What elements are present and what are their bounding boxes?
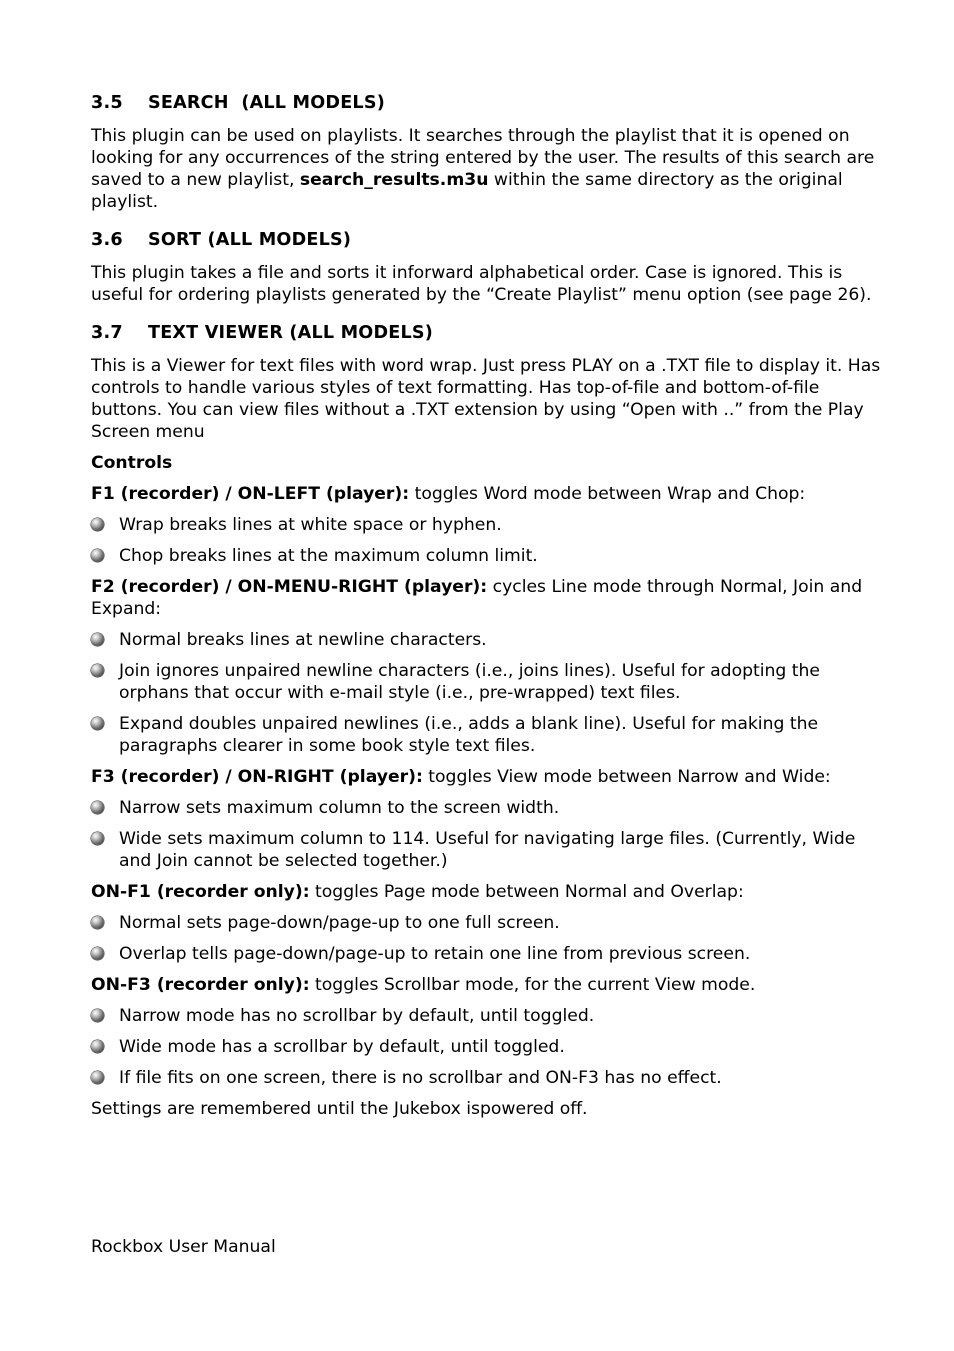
control-block — [91, 576, 881, 757]
control-key: F2 (recorder) / ON-MENU-RIGHT (player): — [91, 577, 488, 597]
list-item — [91, 797, 881, 819]
controls-heading — [91, 452, 881, 474]
list-item-text: Narrow mode has no scrollbar by default, until toggled. — [119, 1006, 595, 1026]
section-title: TEXT VIEWER (ALL MODELS) — [148, 323, 434, 343]
control-desc: toggles Word mode between Wrap and Chop: — [409, 484, 806, 504]
document-page — [91, 90, 881, 1129]
controls-heading-text: Controls — [91, 453, 173, 473]
control-key: ON-F3 (recorder only): — [91, 975, 310, 995]
list-item-text: Narrow sets maximum column to the screen width. — [119, 798, 560, 818]
bullet-list — [91, 912, 881, 965]
list-item-text: Wrap breaks lines at white space or hyphen. — [119, 515, 502, 535]
sphere-bullet-icon — [91, 801, 104, 814]
bullet-list — [91, 514, 881, 567]
section-search — [91, 90, 881, 213]
section-text-viewer — [91, 320, 881, 1120]
control-key: ON-F1 (recorder only): — [91, 882, 310, 902]
section-heading — [91, 320, 881, 346]
section-number: 3.6 — [91, 230, 123, 250]
section-title: SORT (ALL MODELS) — [148, 230, 352, 250]
list-item — [91, 828, 881, 872]
list-item — [91, 629, 881, 651]
control-key: F1 (recorder) / ON-LEFT (player): — [91, 484, 410, 504]
list-item-text: Normal sets page-down/page-up to one full screen. — [119, 913, 560, 933]
bullet-list — [91, 629, 881, 757]
control-description — [91, 576, 881, 620]
section-paragraph: This is a Viewer for text files with word wrap. Just press PLAY on a .TXT file to display it. Has controls to handle various styles of text formatting. Has top-of-file and bottom-of-file buttons. You can view files without a .TXT extension by using “Open with ..” from the Play Screen menu — [91, 356, 881, 442]
list-item-text: If file fits on one screen, there is no scrollbar and ON-F3 has no effect. — [119, 1068, 722, 1088]
sphere-bullet-icon — [91, 518, 104, 531]
list-item-text: Expand doubles unpaired newlines (i.e., adds a blank line). Useful for making the paragraphs clearer in some book style text files. — [119, 714, 819, 756]
control-block — [91, 974, 881, 1089]
list-item — [91, 713, 881, 757]
control-description — [91, 766, 881, 788]
sphere-bullet-icon — [91, 1040, 104, 1053]
section-heading — [91, 227, 881, 253]
list-item — [91, 943, 881, 965]
list-item — [91, 1005, 881, 1027]
list-item — [91, 1036, 881, 1058]
paragraph-text: within the same directory as the original playlist. — [91, 170, 843, 212]
control-desc: toggles View mode between Narrow and Wide: — [422, 767, 831, 787]
section-title: SEARCH (ALL MODELS) — [148, 93, 385, 113]
section-number: 3.5 — [91, 93, 123, 113]
section-heading — [91, 90, 881, 116]
bullet-list — [91, 1005, 881, 1089]
bullet-list — [91, 797, 881, 872]
sphere-bullet-icon — [91, 664, 104, 677]
list-item — [91, 912, 881, 934]
list-item-text: Overlap tells page-down/page-up to retain one line from previous screen. — [119, 944, 751, 964]
control-block — [91, 483, 881, 567]
control-desc: cycles Line mode through Normal, Join and Expand: — [91, 577, 863, 619]
paragraph-text: This plugin can be used on playlists. It searches through the playlist that it is opened on looking for any occurrences of the string entered by the user. The results of this search are saved to a new playlist, — [91, 126, 875, 190]
list-item — [91, 545, 881, 567]
filename-text: search_results.m3u — [299, 170, 489, 190]
closing-paragraph: Settings are remembered until the Jukebox ispowered off. — [91, 1099, 588, 1119]
section-paragraph — [91, 125, 881, 213]
control-desc: toggles Page mode between Normal and Overlap: — [309, 882, 744, 902]
list-item — [91, 660, 881, 704]
sphere-bullet-icon — [91, 549, 104, 562]
control-desc: toggles Scrollbar mode, for the current View mode. — [309, 975, 756, 995]
control-key: F3 (recorder) / ON-RIGHT (player): — [91, 767, 423, 787]
list-item-text: Normal breaks lines at newline characters. — [119, 630, 487, 650]
list-item-text: Chop breaks lines at the maximum column limit. — [119, 546, 538, 566]
controls-list — [91, 483, 881, 1089]
sphere-bullet-icon — [91, 832, 104, 845]
control-block — [91, 881, 881, 965]
sphere-bullet-icon — [91, 916, 104, 929]
section-paragraph: This plugin takes a file and sorts it inforward alphabetical order. Case is ignored. This is useful for ordering playlists generated by the “Create Playlist” menu option (see page 26). — [91, 263, 872, 305]
sphere-bullet-icon — [91, 717, 104, 730]
sphere-bullet-icon — [91, 1071, 104, 1084]
control-block — [91, 766, 881, 872]
list-item — [91, 514, 881, 536]
list-item-text: Wide mode has a scrollbar by default, until toggled. — [119, 1037, 565, 1057]
list-item-text: Join ignores unpaired newline characters (i.e., joins lines). Useful for adopting the orphans that occur with e-mail style (i.e., pre-wrapped) text files. — [119, 661, 820, 703]
control-description — [91, 974, 881, 996]
page-footer: Rockbox User Manual — [91, 1237, 276, 1257]
section-sort — [91, 227, 881, 306]
section-number: 3.7 — [91, 323, 123, 343]
sphere-bullet-icon — [91, 947, 104, 960]
sphere-bullet-icon — [91, 633, 104, 646]
sphere-bullet-icon — [91, 1009, 104, 1022]
list-item-text: Wide sets maximum column to 114. Useful for navigating large files. (Currently, Wide and Join cannot be selected together.) — [119, 829, 856, 871]
control-description — [91, 881, 881, 903]
list-item — [91, 1067, 881, 1089]
control-description — [91, 483, 881, 505]
